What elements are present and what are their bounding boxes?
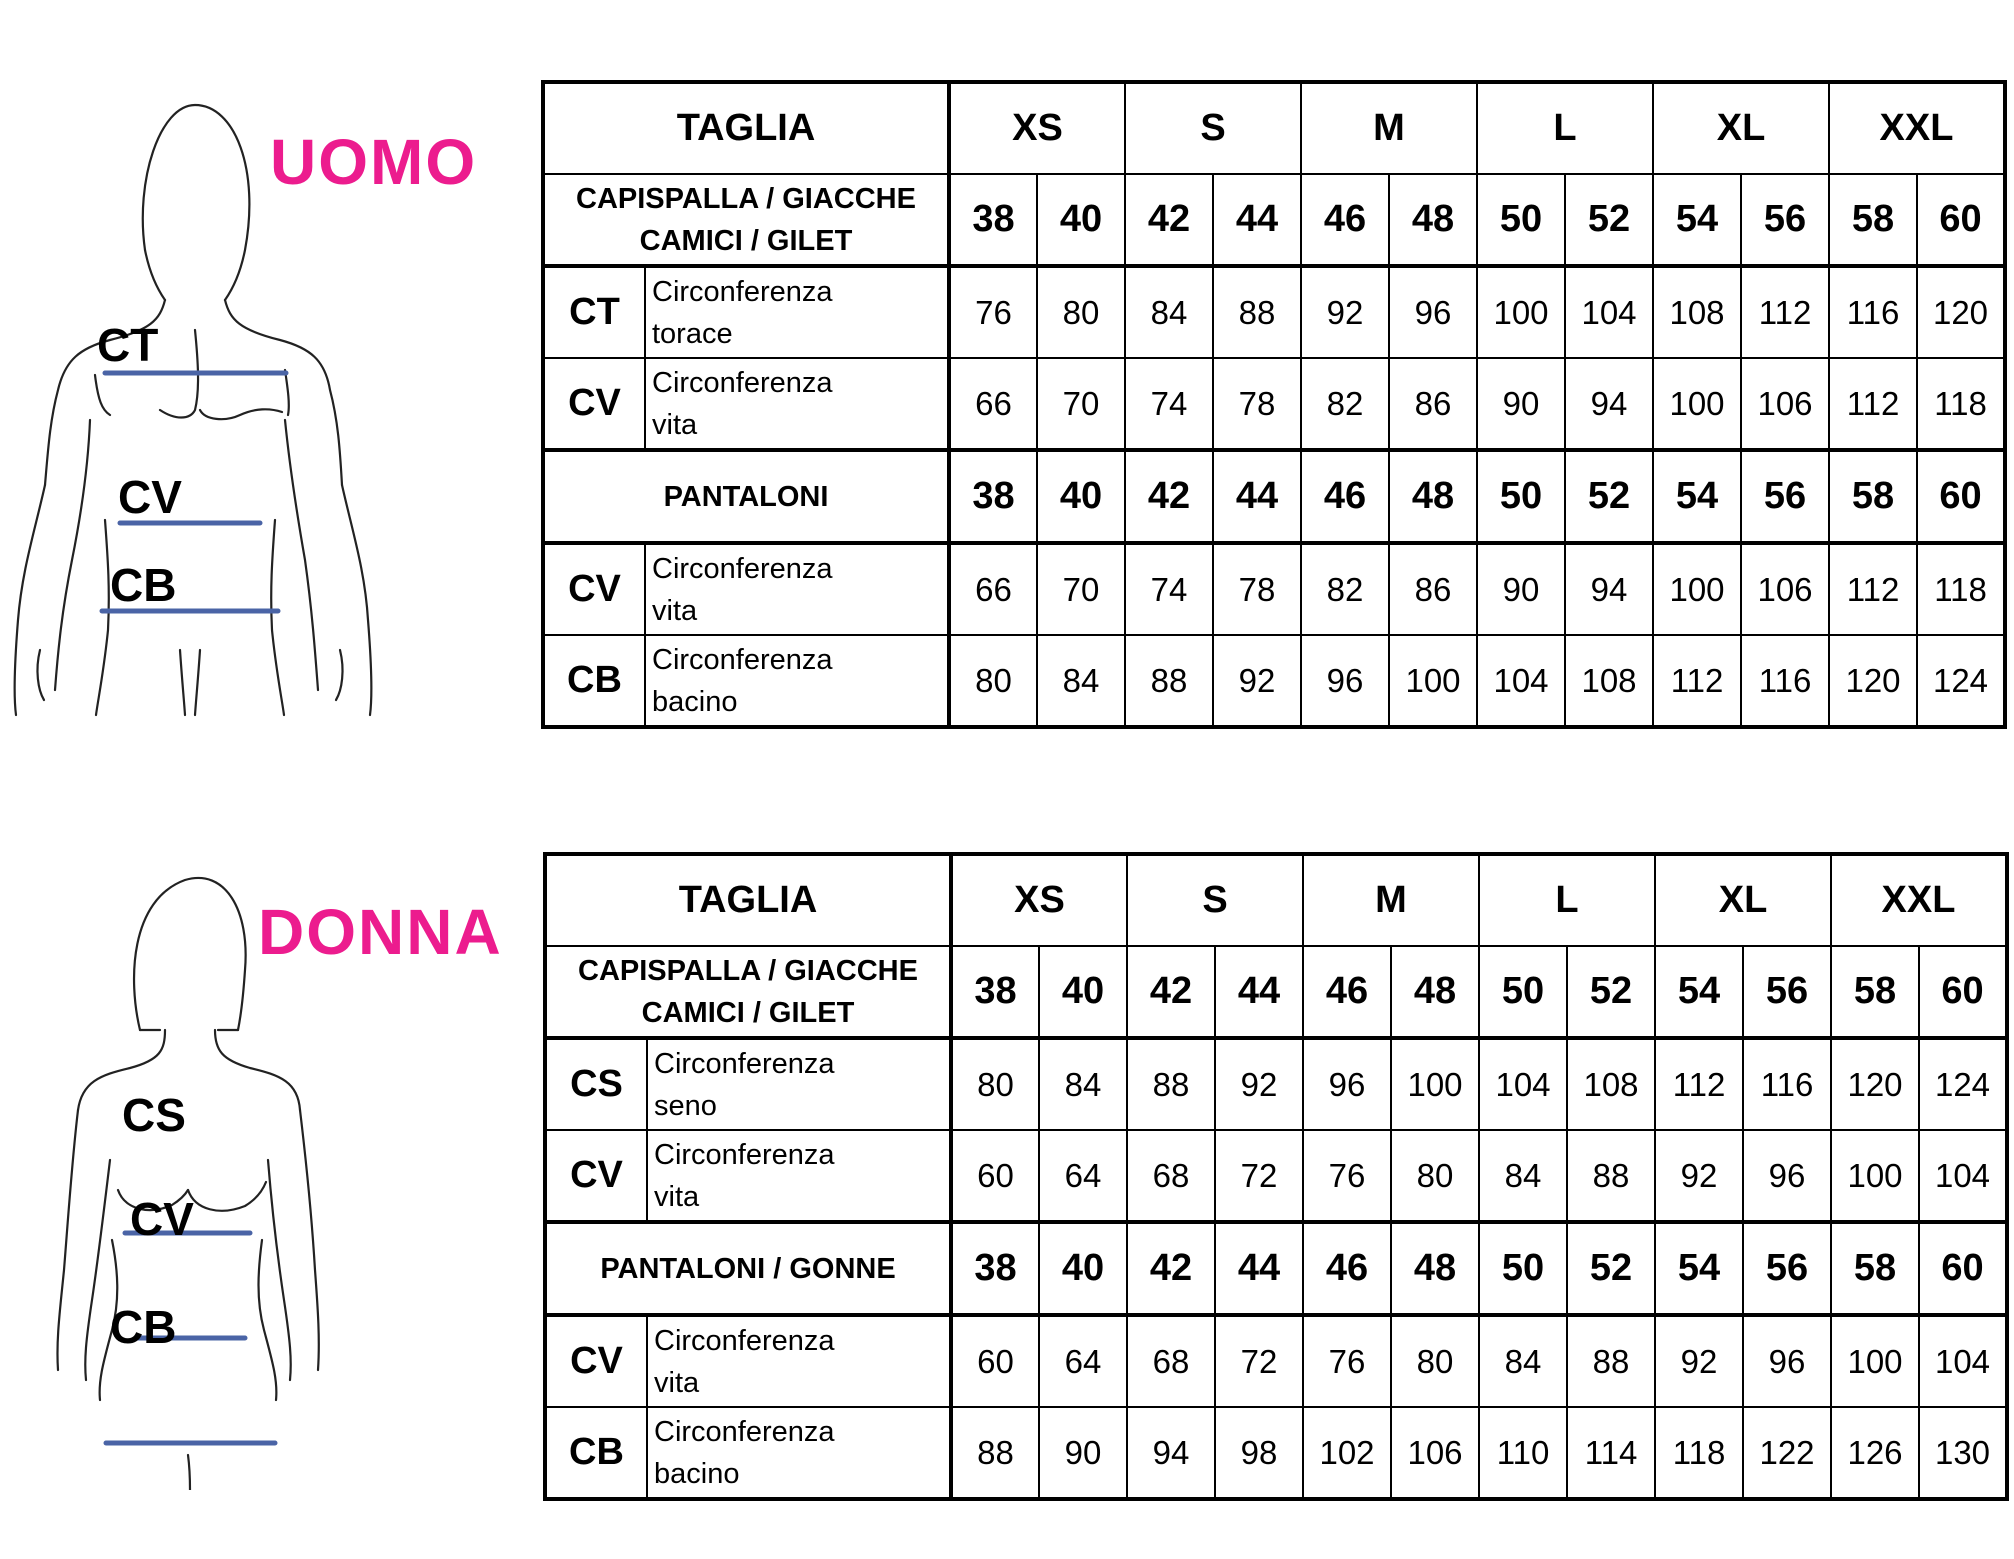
measure-label-cv: CV [130, 1193, 194, 1245]
measure-row [543, 635, 2005, 727]
size-header-xl: XL [1653, 82, 1829, 174]
table-cell: 110 [1479, 1407, 1567, 1499]
size-number: 42 [1125, 450, 1213, 543]
size-number: 44 [1213, 450, 1301, 543]
size-number: 56 [1743, 946, 1831, 1038]
table-cell: 120 [1829, 635, 1917, 727]
group-label-line2: CAMICI / GILET [639, 224, 853, 257]
table-cell: 78 [1213, 543, 1301, 635]
size-number: 48 [1391, 1222, 1479, 1315]
table-cell: 124 [1919, 1038, 2007, 1130]
size-number: 40 [1037, 450, 1125, 543]
size-number: 38 [951, 1222, 1039, 1315]
table-cell: 100 [1653, 358, 1741, 450]
table-cell: 92 [1215, 1038, 1303, 1130]
section-donna [0, 770, 2014, 1490]
table-cell: 92 [1655, 1130, 1743, 1222]
table-cell: 84 [1039, 1038, 1127, 1130]
group-label [545, 946, 951, 1038]
table-cell: 76 [949, 266, 1037, 358]
size-number: 58 [1831, 1222, 1919, 1315]
table-cell: 106 [1741, 543, 1829, 635]
measure-desc [645, 266, 949, 358]
size-number: 40 [1039, 1222, 1127, 1315]
size-number: 54 [1653, 174, 1741, 266]
table-cell: 96 [1743, 1130, 1831, 1222]
measure-row [545, 1315, 2007, 1407]
table-cell: 66 [949, 543, 1037, 635]
measure-desc-line1: Circonferenza [654, 1415, 835, 1448]
measure-abbr: CV [543, 358, 645, 450]
table-cell: 64 [1039, 1130, 1127, 1222]
section-uomo [0, 0, 2014, 718]
table-cell: 94 [1127, 1407, 1215, 1499]
table-cell: 106 [1741, 358, 1829, 450]
table-cell: 104 [1565, 266, 1653, 358]
measure-desc-line1: Circonferenza [652, 366, 833, 399]
size-header-xs: XS [949, 82, 1125, 174]
table-cell: 64 [1039, 1315, 1127, 1407]
size-number: 38 [951, 946, 1039, 1038]
measure-desc-line2: vita [654, 1180, 700, 1213]
table-cell: 88 [1567, 1130, 1655, 1222]
size-header-m: M [1303, 854, 1479, 946]
measure-abbr: CB [545, 1407, 647, 1499]
table-cell: 116 [1741, 635, 1829, 727]
table-cell: 76 [1303, 1130, 1391, 1222]
size-number: 42 [1125, 174, 1213, 266]
table-cell: 84 [1125, 266, 1213, 358]
table-cell: 94 [1565, 358, 1653, 450]
size-number: 56 [1741, 174, 1829, 266]
size-number: 58 [1829, 450, 1917, 543]
gender-title-donna: DONNA [258, 896, 503, 968]
table-cell: 108 [1567, 1038, 1655, 1130]
table-cell: 84 [1479, 1315, 1567, 1407]
size-number: 42 [1127, 1222, 1215, 1315]
size-number: 46 [1303, 1222, 1391, 1315]
table-cell: 100 [1391, 1038, 1479, 1130]
table-cell: 68 [1127, 1315, 1215, 1407]
table-cell: 112 [1653, 635, 1741, 727]
size-number: 40 [1039, 946, 1127, 1038]
measure-desc-line1: Circonferenza [652, 275, 833, 308]
measure-label-cv: CV [118, 471, 182, 523]
group-label: PANTALONI [543, 450, 949, 543]
size-number: 54 [1655, 1222, 1743, 1315]
measure-desc [645, 543, 949, 635]
size-number: 38 [949, 450, 1037, 543]
size-number: 50 [1479, 1222, 1567, 1315]
measure-desc-line1: Circonferenza [652, 552, 833, 585]
measure-label-ct: CT [97, 319, 159, 371]
table-cell: 80 [951, 1038, 1039, 1130]
size-number: 44 [1213, 174, 1301, 266]
taglia-header: TAGLIA [545, 854, 951, 946]
size-number: 38 [949, 174, 1037, 266]
table-cell: 80 [1391, 1130, 1479, 1222]
table-cell: 100 [1477, 266, 1565, 358]
table-cell: 104 [1477, 635, 1565, 727]
size-number: 50 [1479, 946, 1567, 1038]
table-cell: 102 [1303, 1407, 1391, 1499]
measure-desc-line2: bacino [654, 1457, 740, 1490]
measure-desc-line2: bacino [652, 685, 738, 718]
table-cell: 90 [1477, 543, 1565, 635]
measure-desc-line2: vita [654, 1366, 700, 1399]
size-table-donna [543, 852, 2009, 1501]
size-number: 60 [1917, 450, 2005, 543]
measure-abbr: CB [543, 635, 645, 727]
table-cell: 92 [1301, 266, 1389, 358]
measure-row [543, 358, 2005, 450]
table-cell: 74 [1125, 358, 1213, 450]
size-header-xs: XS [951, 854, 1127, 946]
size-number: 52 [1567, 1222, 1655, 1315]
measure-row [545, 1407, 2007, 1499]
group-label [543, 174, 949, 266]
size-number: 60 [1917, 174, 2005, 266]
table-cell: 118 [1917, 543, 2005, 635]
size-header-xxl: XXL [1831, 854, 2007, 946]
table-cell: 88 [1213, 266, 1301, 358]
measure-abbr: CT [543, 266, 645, 358]
size-number: 40 [1037, 174, 1125, 266]
size-number: 58 [1829, 174, 1917, 266]
table-cell: 86 [1389, 358, 1477, 450]
measure-label-cb: CB [110, 559, 177, 611]
table-cell: 90 [1477, 358, 1565, 450]
table-cell: 84 [1037, 635, 1125, 727]
measure-desc-line2: vita [652, 408, 698, 441]
size-table-uomo [541, 80, 2007, 729]
table-cell: 104 [1919, 1130, 2007, 1222]
measure-abbr: CV [545, 1315, 647, 1407]
measure-label-cb: CB [110, 1301, 177, 1353]
measure-row [545, 1038, 2007, 1130]
table-cell: 88 [1125, 635, 1213, 727]
table-cell: 66 [949, 358, 1037, 450]
measure-desc [647, 1130, 951, 1222]
table-cell: 112 [1829, 543, 1917, 635]
size-number: 48 [1389, 174, 1477, 266]
table-cell: 112 [1655, 1038, 1743, 1130]
table-cell: 118 [1917, 358, 2005, 450]
table-cell: 114 [1567, 1407, 1655, 1499]
size-number: 50 [1477, 450, 1565, 543]
table-cell: 108 [1653, 266, 1741, 358]
measure-row [545, 1130, 2007, 1222]
measure-desc [647, 1038, 951, 1130]
group-row [543, 450, 2005, 543]
size-number: 46 [1301, 450, 1389, 543]
size-header-l: L [1479, 854, 1655, 946]
table-cell: 78 [1213, 358, 1301, 450]
table-cell: 106 [1391, 1407, 1479, 1499]
table-cell: 130 [1919, 1407, 2007, 1499]
table-cell: 88 [1567, 1315, 1655, 1407]
table-cell: 60 [951, 1315, 1039, 1407]
table-cell: 80 [949, 635, 1037, 727]
measure-desc [645, 358, 949, 450]
measure-label-cs: CS [122, 1089, 186, 1141]
table-cell: 60 [951, 1130, 1039, 1222]
table-cell: 72 [1215, 1130, 1303, 1222]
group-row [545, 1222, 2007, 1315]
table-cell: 116 [1743, 1038, 1831, 1130]
size-header-xxl: XXL [1829, 82, 2005, 174]
table-cell: 74 [1125, 543, 1213, 635]
table-cell: 120 [1917, 266, 2005, 358]
group-label-line1: CAPISPALLA / GIACCHE [578, 954, 918, 987]
size-header-s: S [1127, 854, 1303, 946]
size-header-l: L [1477, 82, 1653, 174]
gender-title-uomo: UOMO [270, 126, 478, 198]
size-number: 44 [1215, 946, 1303, 1038]
header-row [545, 854, 2007, 946]
measure-abbr: CV [543, 543, 645, 635]
size-number: 54 [1653, 450, 1741, 543]
measure-desc-line1: Circonferenza [654, 1324, 835, 1357]
group-label-line2: CAMICI / GILET [641, 996, 855, 1029]
table-cell: 92 [1213, 635, 1301, 727]
size-number: 48 [1389, 450, 1477, 543]
table-cell: 96 [1303, 1038, 1391, 1130]
table-cell: 84 [1479, 1130, 1567, 1222]
taglia-header: TAGLIA [543, 82, 949, 174]
table-cell: 80 [1037, 266, 1125, 358]
table-cell: 100 [1831, 1315, 1919, 1407]
size-number: 52 [1565, 450, 1653, 543]
group-label: PANTALONI / GONNE [545, 1222, 951, 1315]
size-number: 52 [1565, 174, 1653, 266]
size-number: 60 [1919, 1222, 2007, 1315]
size-number: 56 [1743, 1222, 1831, 1315]
size-number: 46 [1303, 946, 1391, 1038]
table-cell: 70 [1037, 358, 1125, 450]
table-cell: 100 [1831, 1130, 1919, 1222]
table-cell: 82 [1301, 543, 1389, 635]
measure-desc-line2: vita [652, 594, 698, 627]
table-cell: 122 [1743, 1407, 1831, 1499]
table-cell: 100 [1653, 543, 1741, 635]
measure-desc-line2: torace [652, 317, 733, 350]
header-row [543, 82, 2005, 174]
size-number: 48 [1391, 946, 1479, 1038]
table-cell: 90 [1039, 1407, 1127, 1499]
size-header-m: M [1301, 82, 1477, 174]
size-number: 58 [1831, 946, 1919, 1038]
measure-desc-line2: seno [654, 1089, 717, 1122]
measure-desc [647, 1315, 951, 1407]
group-row [543, 174, 2005, 266]
measure-desc-line1: Circonferenza [654, 1047, 835, 1080]
measure-abbr: CS [545, 1038, 647, 1130]
size-number: 56 [1741, 450, 1829, 543]
table-cell: 112 [1741, 266, 1829, 358]
group-row [545, 946, 2007, 1038]
table-cell: 100 [1389, 635, 1477, 727]
table-cell: 70 [1037, 543, 1125, 635]
measure-row [543, 266, 2005, 358]
table-cell: 96 [1743, 1315, 1831, 1407]
measure-abbr: CV [545, 1130, 647, 1222]
table-cell: 126 [1831, 1407, 1919, 1499]
table-cell: 108 [1565, 635, 1653, 727]
table-cell: 68 [1127, 1130, 1215, 1222]
group-label-line1: CAPISPALLA / GIACCHE [576, 182, 916, 215]
size-number: 44 [1215, 1222, 1303, 1315]
size-header-s: S [1125, 82, 1301, 174]
table-cell: 76 [1303, 1315, 1391, 1407]
table-cell: 88 [1127, 1038, 1215, 1130]
table-cell: 124 [1917, 635, 2005, 727]
table-cell: 104 [1919, 1315, 2007, 1407]
size-number: 46 [1301, 174, 1389, 266]
table-cell: 112 [1829, 358, 1917, 450]
table-cell: 82 [1301, 358, 1389, 450]
table-cell: 72 [1215, 1315, 1303, 1407]
size-header-xl: XL [1655, 854, 1831, 946]
table-cell: 86 [1389, 543, 1477, 635]
measure-desc [647, 1407, 951, 1499]
table-cell: 94 [1565, 543, 1653, 635]
measure-desc-line1: Circonferenza [654, 1138, 835, 1171]
size-number: 60 [1919, 946, 2007, 1038]
size-number: 50 [1477, 174, 1565, 266]
size-number: 52 [1567, 946, 1655, 1038]
table-cell: 80 [1391, 1315, 1479, 1407]
size-number: 54 [1655, 946, 1743, 1038]
table-cell: 96 [1301, 635, 1389, 727]
measure-desc [645, 635, 949, 727]
measure-desc-line1: Circonferenza [652, 643, 833, 676]
table-cell: 104 [1479, 1038, 1567, 1130]
size-number: 42 [1127, 946, 1215, 1038]
table-cell: 116 [1829, 266, 1917, 358]
measure-row [543, 543, 2005, 635]
table-cell: 98 [1215, 1407, 1303, 1499]
table-cell: 118 [1655, 1407, 1743, 1499]
table-cell: 92 [1655, 1315, 1743, 1407]
table-cell: 88 [951, 1407, 1039, 1499]
table-cell: 96 [1389, 266, 1477, 358]
table-cell: 120 [1831, 1038, 1919, 1130]
